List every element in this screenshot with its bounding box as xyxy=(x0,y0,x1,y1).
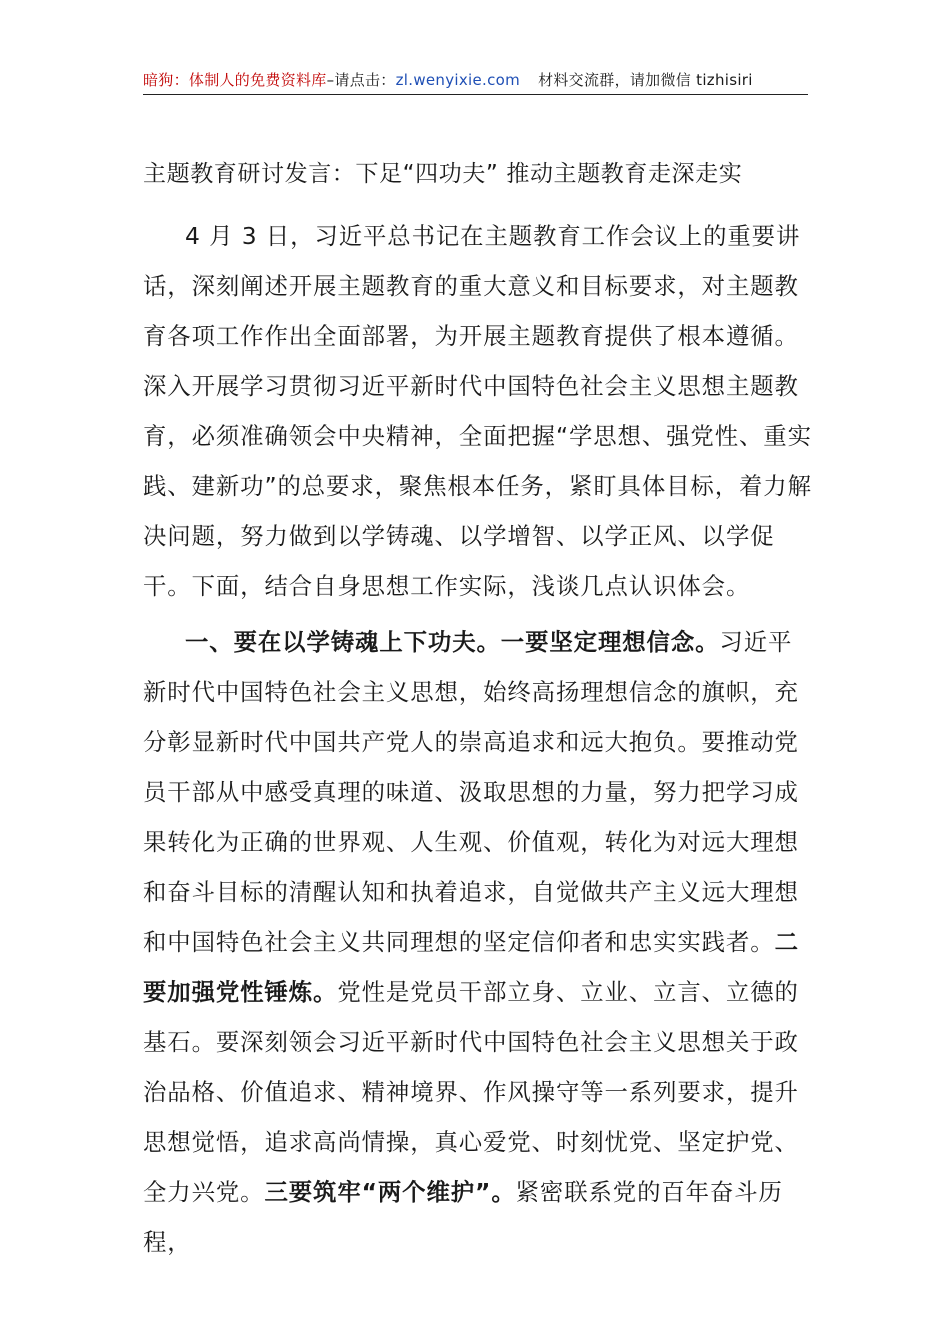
header-click-prompt: –请点击： xyxy=(326,71,396,89)
paragraph-section-one xyxy=(143,617,813,1267)
header-site-label: 暗狗：体制人的免费资料库 xyxy=(143,71,327,89)
paragraph-intro xyxy=(143,211,813,611)
header-group-note: 材料交流群，请加微信 tizhisiri xyxy=(538,71,753,89)
section-heading: 一、要在以学铸魂上下功夫。 xyxy=(185,628,501,656)
point3-text: 紧密联系党的百年奋斗历程， xyxy=(143,1178,783,1256)
point1-text: 习近平新时代中国特色社会主义思想，始终高扬理想信念的旗帜，充分彰显新时代中国共产党人的崇高追求和远大抱负。要推动党员干部从中感受真理的味道、汲取思想的力量，努力把学习成果转化为正确的世界观、人生观、价值观，转化为对远大理想和奋斗目标的清醒认知和执着追求，自觉做共产主义远大理想和中国特色社会主义共同理想的坚定信仰者和忠实实践者。 xyxy=(143,628,799,956)
document-header xyxy=(143,70,808,95)
point2-text: 党性是党员干部立身、立业、立言、立德的基石。要深刻领会习近平新时代中国特色社会主义思想关于政治品格、价值追求、精神境界、作风操守等一系列要求，提升思想觉悟，追求高尚情操，真心爱党、时刻忧党、坚定护党、全力兴党。 xyxy=(143,978,799,1206)
header-url-link[interactable]: zl.wenyixie.com xyxy=(395,71,521,89)
point2-heading: 二要加强党性锤炼。 xyxy=(143,928,799,1006)
paragraph-intro-text: 4 月 3 日，习近平总书记在主题教育工作会议上的重要讲话，深刻阐述开展主题教育的重大意义和目标要求，对主题教育各项工作作出全面部署，为开展主题教育提供了根本遵循。深入开展学习贯彻习近平新时代中国特色社会主义思想主题教育，必须准确领会中央精神，全面把握“学思想、强党性、重实践、建新功”的总要求，聚焦根本任务，紧盯具体目标，着力解决问题，努力做到以学铸魂、以学增智、以学正风、以学促干。下面，结合自身思想工作实际，浅谈几点认识体会。 xyxy=(143,222,812,600)
point3-heading: 三要筑牢“两个维护”。 xyxy=(264,1178,516,1206)
point1-heading: 一要坚定理想信念。 xyxy=(500,628,720,656)
document-title: 主题教育研讨发言：下足“四功夫” 推动主题教育走深走实 xyxy=(143,161,743,187)
